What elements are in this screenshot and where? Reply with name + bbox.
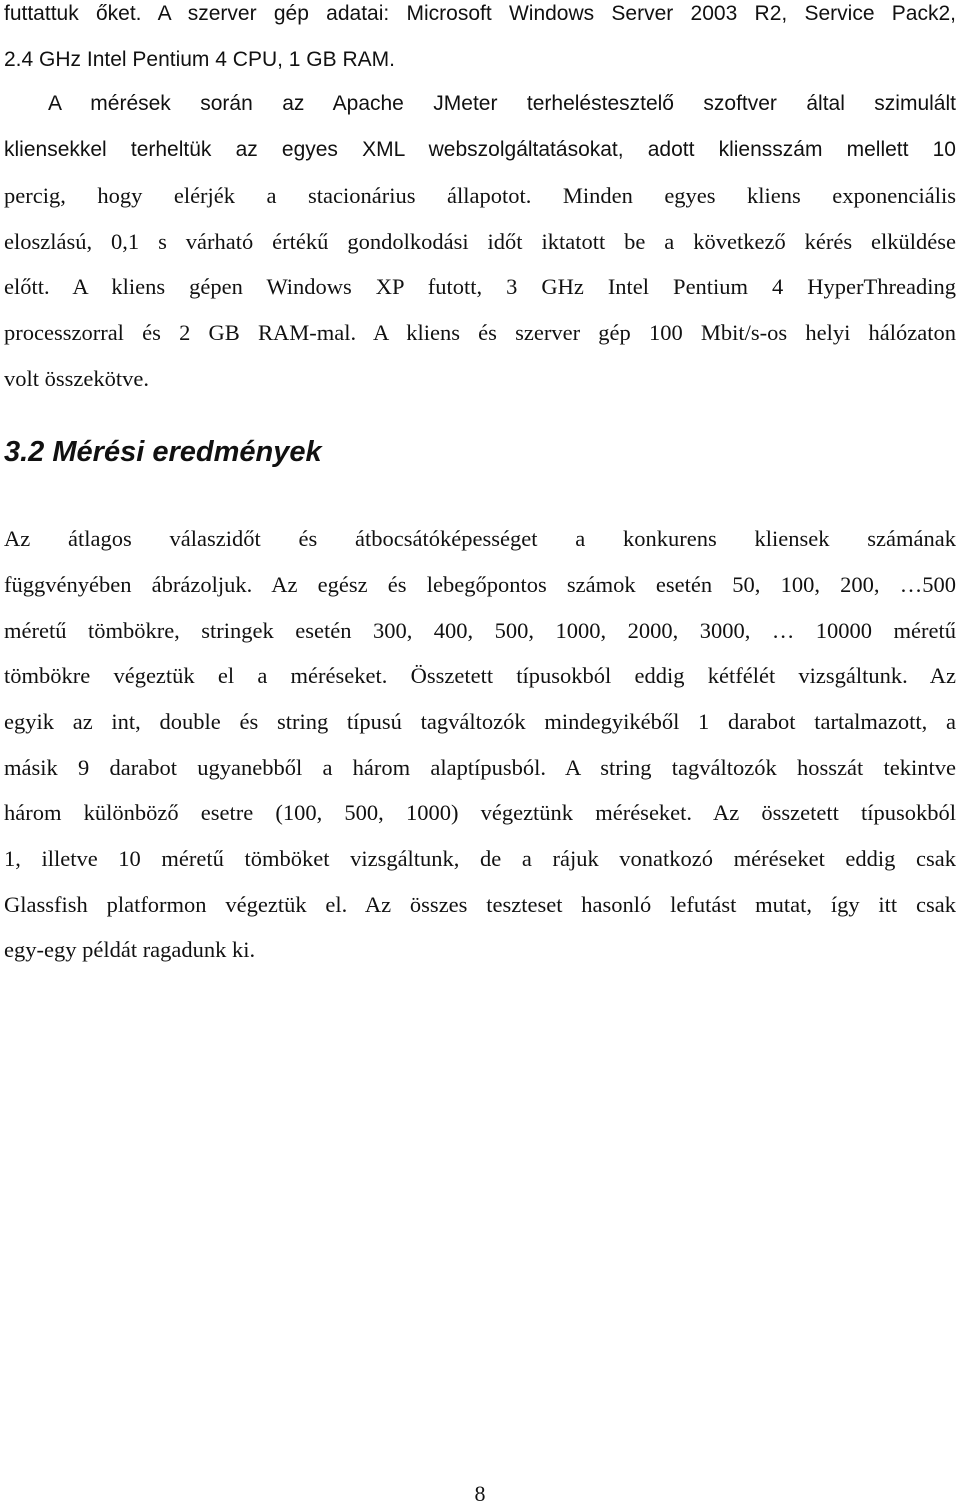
text-line: 2.4 GHz Intel Pentium 4 CPU, 1 GB RAM. xyxy=(4,48,395,71)
text-line: futtattuk őket. A szerver gép adatai: Microsoft Windows Server 2003 R2, Service Pack2, xyxy=(4,2,956,25)
text-line: kliensekkel terheltük az egyes XML webszolgáltatásokat, adott kliensszám mellett 10 xyxy=(4,138,956,161)
text-line: függvényében ábrázoljuk. Az egész és lebegőpontos számok esetén 50, 100, 200, …500 xyxy=(4,572,956,597)
text-line: A mérések során az Apache JMeter terheléstesztelő szoftver által szimulált xyxy=(48,92,956,115)
page-number: 8 xyxy=(474,1481,486,1506)
text-line: 1, illetve 10 méretű tömböket vizsgáltunk, de a rájuk vonatkozó méréseket eddig csak xyxy=(4,846,956,871)
text-line: tömbökre végeztük el a méréseket. Összetett típusokból eddig kétfélét vizsgáltunk. Az xyxy=(4,663,956,688)
text-line: percig, hogy elérjék a stacionárius állapotot. Minden egyes kliens exponenciális xyxy=(4,183,956,208)
text-line: Glassfish platformon végeztük el. Az összes teszteset hasonló lefutást mutat, így itt csak xyxy=(4,892,956,917)
text-line: egy-egy példát ragadunk ki. xyxy=(4,937,256,962)
section-heading: 3.2 Mérési eredmények xyxy=(4,436,322,468)
text-line: eloszlású, 0,1 s várható értékű gondolkodási időt iktatott be a következő kérés elküldése xyxy=(4,229,956,254)
text-line: Az átlagos válaszidőt és átbocsátóképességet a konkurens kliensek számának xyxy=(4,526,956,551)
text-line: egyik az int, double és string típusú tagváltozók mindegyikéből 1 darabot tartalmazott, a xyxy=(4,709,956,734)
text-line: processzorral és 2 GB RAM-mal. A kliens és szerver gép 100 Mbit/s-os helyi hálózaton xyxy=(4,320,956,345)
text-line: másik 9 darabot ugyanebből a három alaptípusból. A string tagváltozók hosszát tekintve xyxy=(4,755,956,780)
text-line: három különböző esetre (100, 500, 1000) végeztünk méréseket. Az összetett típusokból xyxy=(4,800,956,825)
text-line: volt összekötve. xyxy=(4,366,149,391)
text-line: méretű tömbökre, stringek esetén 300, 400, 500, 1000, 2000, 3000, … 10000 méretű xyxy=(4,618,956,643)
text-line: előtt. A kliens gépen Windows XP futott, 3 GHz Intel Pentium 4 HyperThreading xyxy=(4,274,956,299)
